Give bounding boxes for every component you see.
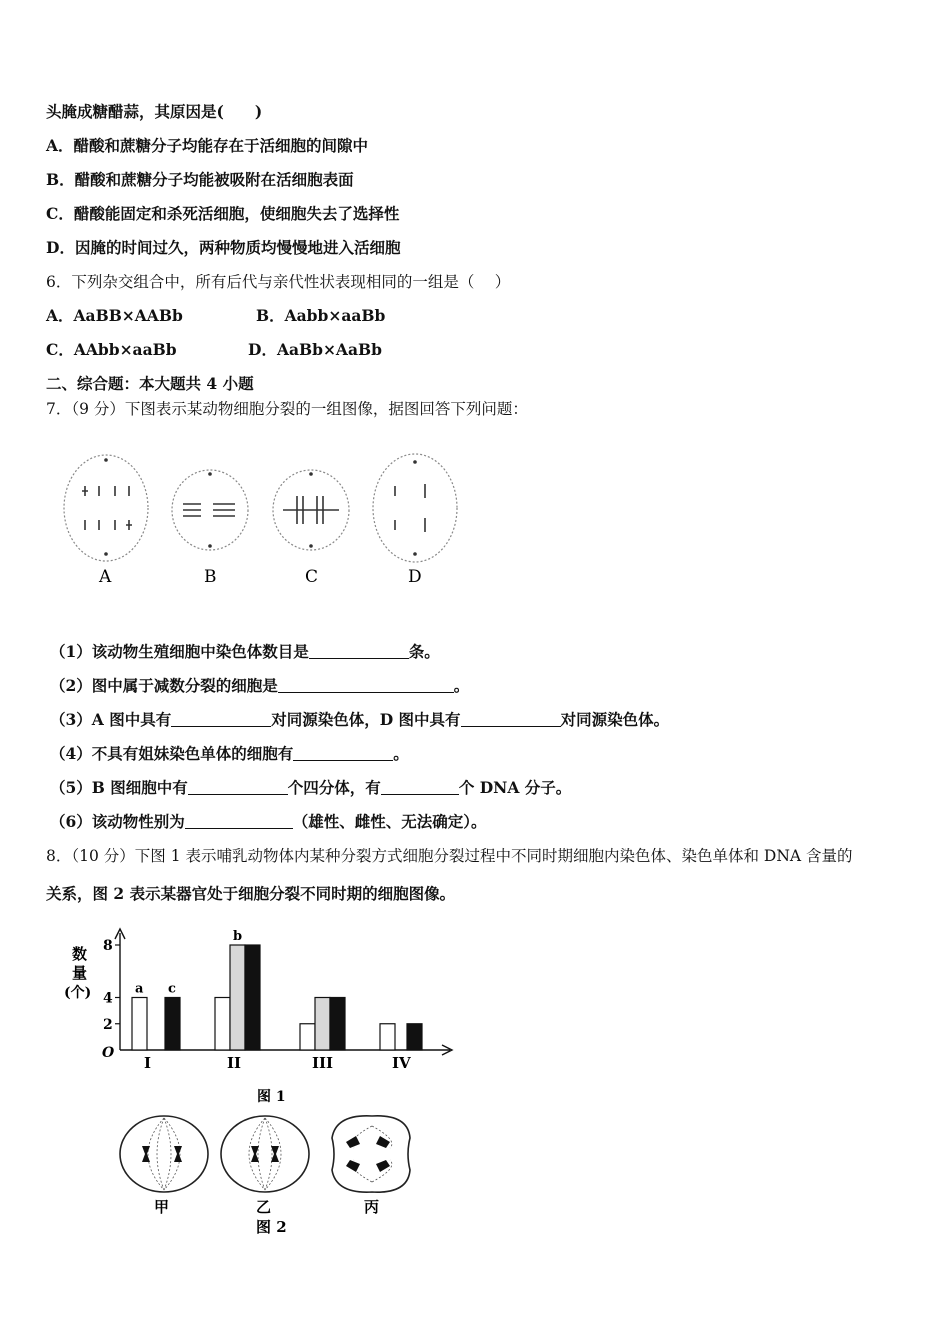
q7-sub1-text: （1）该动物生殖细胞中染色体数目是 <box>50 642 309 661</box>
cell-label-bing: 丙 <box>364 1198 380 1216</box>
bar-c-IV <box>407 1024 422 1050</box>
bar-a-I <box>132 998 147 1051</box>
y-tick-label-8: 8 <box>103 938 113 954</box>
q7-sub6-text: （6）该动物性别为 <box>50 812 185 831</box>
q7-sub5-mid: 个四分体，有 <box>287 778 381 797</box>
q7-sub6-end: （雄性、雌性、无法确定）。 <box>292 812 487 831</box>
y-label-mid: 量 <box>72 964 88 982</box>
cell-jia-outline <box>120 1116 208 1192</box>
bar-a-II <box>215 998 230 1051</box>
cell-label-d: D <box>408 567 422 587</box>
bar-c-III <box>330 998 345 1051</box>
q7-sub5-end: 个 DNA 分子。 <box>458 778 572 797</box>
q7-stem: 7．（9 分）下图表示某动物细胞分裂的一组图像，据图回答下列问题： <box>46 400 528 418</box>
category-label-II: II <box>227 1054 242 1072</box>
q7-sub6 <box>50 812 487 832</box>
q5-stem-tail: 头腌成糖醋蒜，其原因是( ) <box>46 102 263 121</box>
series-label-b: b <box>233 929 243 944</box>
q7-cell-figure <box>55 448 475 598</box>
bar-c-II <box>245 945 260 1050</box>
q7-sub5 <box>50 778 571 798</box>
figure-2-caption: 图 2 <box>256 1218 287 1236</box>
bar-a-IV <box>380 1024 395 1050</box>
q7-sub4 <box>50 744 409 764</box>
q7-sub2-text: （2）图中属于减数分裂的细胞是 <box>50 676 278 695</box>
answer-blank[interactable] <box>293 745 393 761</box>
cell-label-yi: 乙 <box>256 1198 272 1216</box>
q6-options-row1 <box>46 306 385 326</box>
q7-sub3-text: （3）A 图中具有 <box>50 710 172 729</box>
q5-option-c: C．醋酸能固定和杀死活细胞，使细胞失去了选择性 <box>46 204 400 223</box>
category-label-IV: IV <box>392 1054 411 1072</box>
category-label-III: III <box>312 1054 334 1072</box>
figure-1-caption: 图 1 <box>257 1089 286 1105</box>
bar-b-II <box>230 945 245 1050</box>
category-label-I: I <box>144 1054 152 1072</box>
q6-option-a: A．AaBB×AABb <box>46 306 183 325</box>
cell-bing-outline <box>332 1116 410 1192</box>
q5-option-b: B．醋酸和蔗糖分子均能被吸附在活细胞表面 <box>46 170 354 189</box>
series-label-c: c <box>168 981 176 997</box>
figure-2-cells <box>110 1108 430 1238</box>
q5-option-a: A．醋酸和蔗糖分子均能存在于活细胞的间隙中 <box>46 136 369 155</box>
cell-yi-outline <box>221 1116 309 1192</box>
y-tick-label-2: 2 <box>103 1016 113 1033</box>
q7-sub4-text: （4）不具有姐妹染色单体的细胞有 <box>50 744 294 763</box>
q8-stem-line1: 8．（10 分）下图 1 表示哺乳动物体内某种分裂方式细胞分裂过程中不同时期细胞内染色体、染色单体和 DNA 含量的 <box>46 847 853 865</box>
cell-label-a: A <box>99 567 112 587</box>
q6-options-row2 <box>46 340 382 360</box>
figure-1-bar-chart <box>60 925 470 1110</box>
bar-b-III <box>315 998 330 1051</box>
answer-blank[interactable] <box>188 779 288 795</box>
q6-option-c: C．AAbb×aaBb <box>46 340 177 359</box>
answer-blank[interactable] <box>461 711 561 727</box>
cell-label-jia: 甲 <box>154 1198 170 1216</box>
cell-label-c: C <box>305 567 319 587</box>
q7-sub2-end: 。 <box>453 676 470 695</box>
answer-blank[interactable] <box>381 779 459 795</box>
y-label-unit: (个) <box>64 985 92 1001</box>
bar-c-I <box>165 998 180 1051</box>
q7-sub4-end: 。 <box>393 744 409 763</box>
answer-blank[interactable] <box>171 711 271 727</box>
section-heading: 二、综合题：本大题共 4 小题 <box>46 374 254 393</box>
q6-option-d: D．AaBb×AaBb <box>248 340 382 359</box>
q7-sub1 <box>50 642 440 662</box>
y-tick-label-4: 4 <box>103 990 113 1007</box>
q7-sub5-text: （5）B 图细胞中有 <box>50 778 188 797</box>
y-label-top: 数 <box>72 945 88 963</box>
answer-blank[interactable] <box>278 677 454 693</box>
answer-blank[interactable] <box>309 643 409 659</box>
q6-stem: 6．下列杂交组合中，所有后代与亲代性状表现相同的一组是（ ） <box>46 273 511 291</box>
q7-sub2 <box>50 676 469 696</box>
q7-sub3-end: 对同源染色体。 <box>560 710 670 729</box>
cell-a-outline <box>64 455 148 561</box>
q5-option-d: D．因腌的时间过久，两种物质均慢慢地进入活细胞 <box>46 238 401 257</box>
q7-sub3-mid: 对同源染色体，D 图中具有 <box>271 710 461 729</box>
q6-option-b: B．Aabb×aaBb <box>256 306 386 325</box>
bar-a-III <box>300 1024 315 1050</box>
series-label-a: a <box>135 981 144 997</box>
origin-label: O <box>102 1045 115 1061</box>
answer-blank[interactable] <box>185 813 293 829</box>
q8-stem-line2: 关系，图 2 表示某器官处于细胞分裂不同时期的细胞图像。 <box>46 884 456 903</box>
cell-label-b: B <box>204 567 217 587</box>
q7-sub3 <box>50 710 669 730</box>
q7-sub1-end: 条。 <box>408 642 440 661</box>
cell-d-outline <box>373 454 457 562</box>
